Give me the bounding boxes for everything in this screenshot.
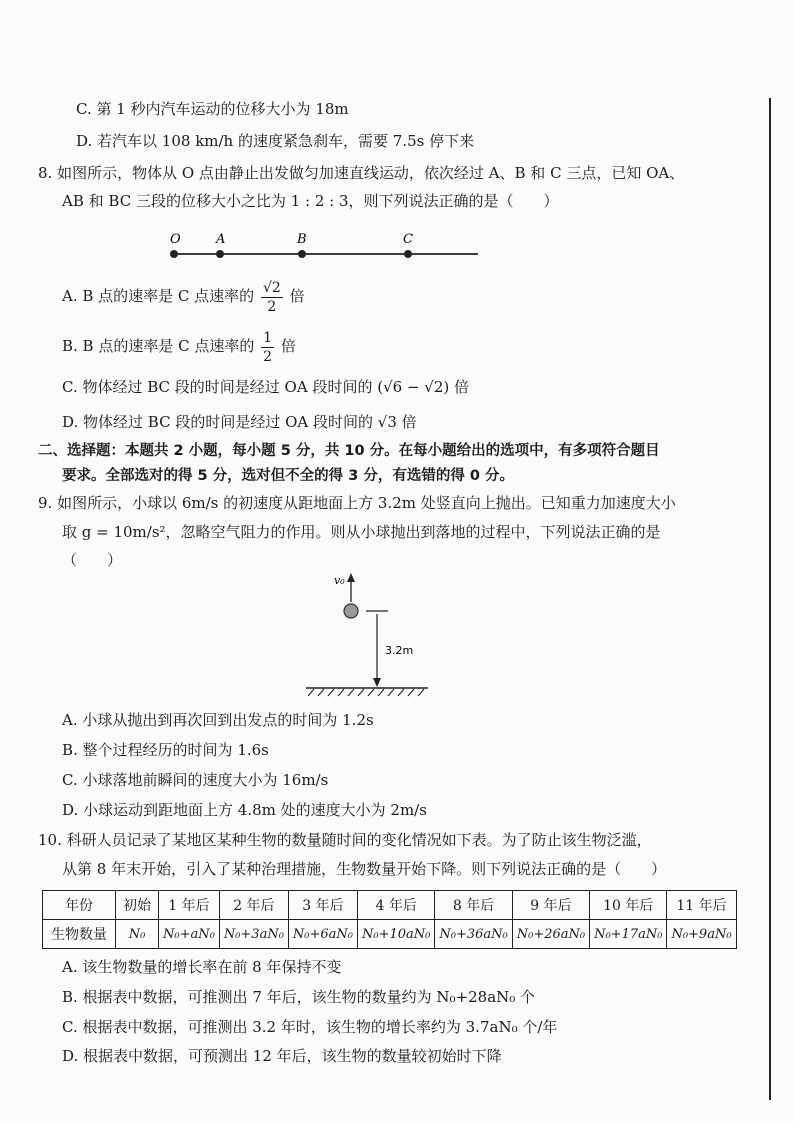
q8-stem-line1: 8. 如图所示，物体从 O 点由静止出发做匀加速直线运动，依次经过 A、B 和 C 三点，已知 OA、 (38, 164, 685, 182)
q9-stem-line1: 9. 如图所示，小球以 6m/s 的初速度从距地面上方 3.2m 处竖直向上抛出。已知重力加速度大小 (38, 494, 676, 512)
q10-stem-line2: 从第 8 年末开始，引入了某种治理措施，生物数量开始下降。则下列说法正确的是（ ） (62, 860, 667, 878)
up-arrow-icon (347, 573, 355, 582)
section-2-instructions: 要求。全部选对的得 5 分，选对但不全的得 3 分，有选错的得 0 分。 (62, 468, 515, 484)
point-o (170, 250, 178, 258)
q8-option-a: A. B 点的速率是 C 点速率的 $\frac{√2}{2}$ 倍 (62, 279, 305, 315)
q10-stem-line1: 10. 科研人员记录了某地区某种生物的数量随时间的变化情况如下表。为了防止该生物泛滥， (38, 831, 652, 849)
q8-option-c: C. 物体经过 BC 段的时间是经过 OA 段时间的 (√6 − √2) 倍 (62, 378, 470, 396)
table-cell: 9 年后 (512, 891, 589, 920)
table-cell: 初始 (116, 891, 159, 920)
table-cell: 10 年后 (590, 891, 667, 920)
table-cell: N₀+3aN₀ (219, 920, 288, 949)
table-cell: 1 年后 (159, 891, 220, 920)
q9-option-d: D. 小球运动到距地面上方 4.8m 处的速度大小为 2m/s (62, 801, 427, 819)
q9-ball-diagram (300, 570, 440, 698)
q10-option-b: B. 根据表中数据，可推测出 7 年后，该生物的数量约为 N₀+28aN₀ 个 (62, 988, 536, 1006)
section-2-heading: 二、选择题：本题共 2 小题，每小题 5 分，共 10 分。在每小题给出的选项中，有多项符合题目 (38, 443, 660, 459)
margin-line (769, 98, 771, 1100)
height-label: 3.2m (385, 644, 414, 657)
q9-option-b: B. 整个过程经历的时间为 1.6s (62, 741, 269, 759)
table-cell: N₀+aN₀ (159, 920, 220, 949)
label-o: O (170, 232, 181, 247)
q8-stem-line2: AB 和 BC 三段的位移大小之比为 1 : 2 : 3，则下列说法正确的是（ ） (62, 192, 559, 210)
table-cell: 8 年后 (435, 891, 512, 920)
down-arrow-icon (373, 678, 381, 687)
table-cell: N₀+17aN₀ (590, 920, 667, 949)
q8-option-b: B. B 点的速率是 C 点速率的 $\frac{1}{2}$ 倍 (62, 329, 296, 365)
table-cell: 11 年后 (667, 891, 736, 920)
q10-option-c: C. 根据表中数据，可推测出 3.2 年时，该生物的增长率约为 3.7aN₀ 个/年 (62, 1018, 558, 1036)
point-a (216, 250, 224, 258)
table-cell: 4 年后 (358, 891, 435, 920)
population-table (42, 890, 737, 949)
label-a: A (216, 232, 226, 247)
q9-stem-line3: （ ） (62, 551, 123, 569)
q8-option-d: D. 物体经过 BC 段的时间是经过 OA 段时间的 √3 倍 (62, 413, 417, 431)
table-header-row (43, 891, 737, 920)
ball (344, 604, 358, 618)
point-b (298, 250, 306, 258)
q7-option-d: D. 若汽车以 108 km/h 的速度紧急刹车，需要 7.5s 停下来 (76, 132, 475, 150)
table-cell: 3 年后 (288, 891, 357, 920)
table-cell: N₀+6aN₀ (288, 920, 357, 949)
q9-option-c: C. 小球落地前瞬间的速度大小为 16m/s (62, 771, 329, 789)
label-c: C (403, 232, 413, 247)
velocity-label: v₀ (334, 574, 345, 587)
q8-line-diagram (160, 228, 490, 264)
q10-option-d: D. 根据表中数据，可预测出 12 年后，该生物的数量较初始时下降 (62, 1047, 502, 1065)
point-c (404, 250, 412, 258)
table-cell: 2 年后 (219, 891, 288, 920)
table-cell: 年份 (43, 891, 116, 920)
table-cell: N₀ (116, 920, 159, 949)
label-b: B (297, 232, 307, 247)
q10-option-a: A. 该生物数量的增长率在前 8 年保持不变 (62, 958, 342, 976)
table-cell: N₀+36aN₀ (435, 920, 512, 949)
table-cell: N₀+26aN₀ (512, 920, 589, 949)
q9-option-a: A. 小球从抛出到再次回到出发点的时间为 1.2s (62, 711, 374, 729)
table-row (43, 920, 737, 949)
table-cell: N₀+9aN₀ (667, 920, 736, 949)
q9-stem-line2: 取 g = 10m/s²，忽略空气阻力的作用。则从小球抛出到落地的过程中，下列说法正确的是 (62, 523, 661, 541)
table-cell: 生物数量 (43, 920, 116, 949)
table-cell: N₀+10aN₀ (358, 920, 435, 949)
q7-option-c: C. 第 1 秒内汽车运动的位移大小为 18m (76, 100, 349, 118)
